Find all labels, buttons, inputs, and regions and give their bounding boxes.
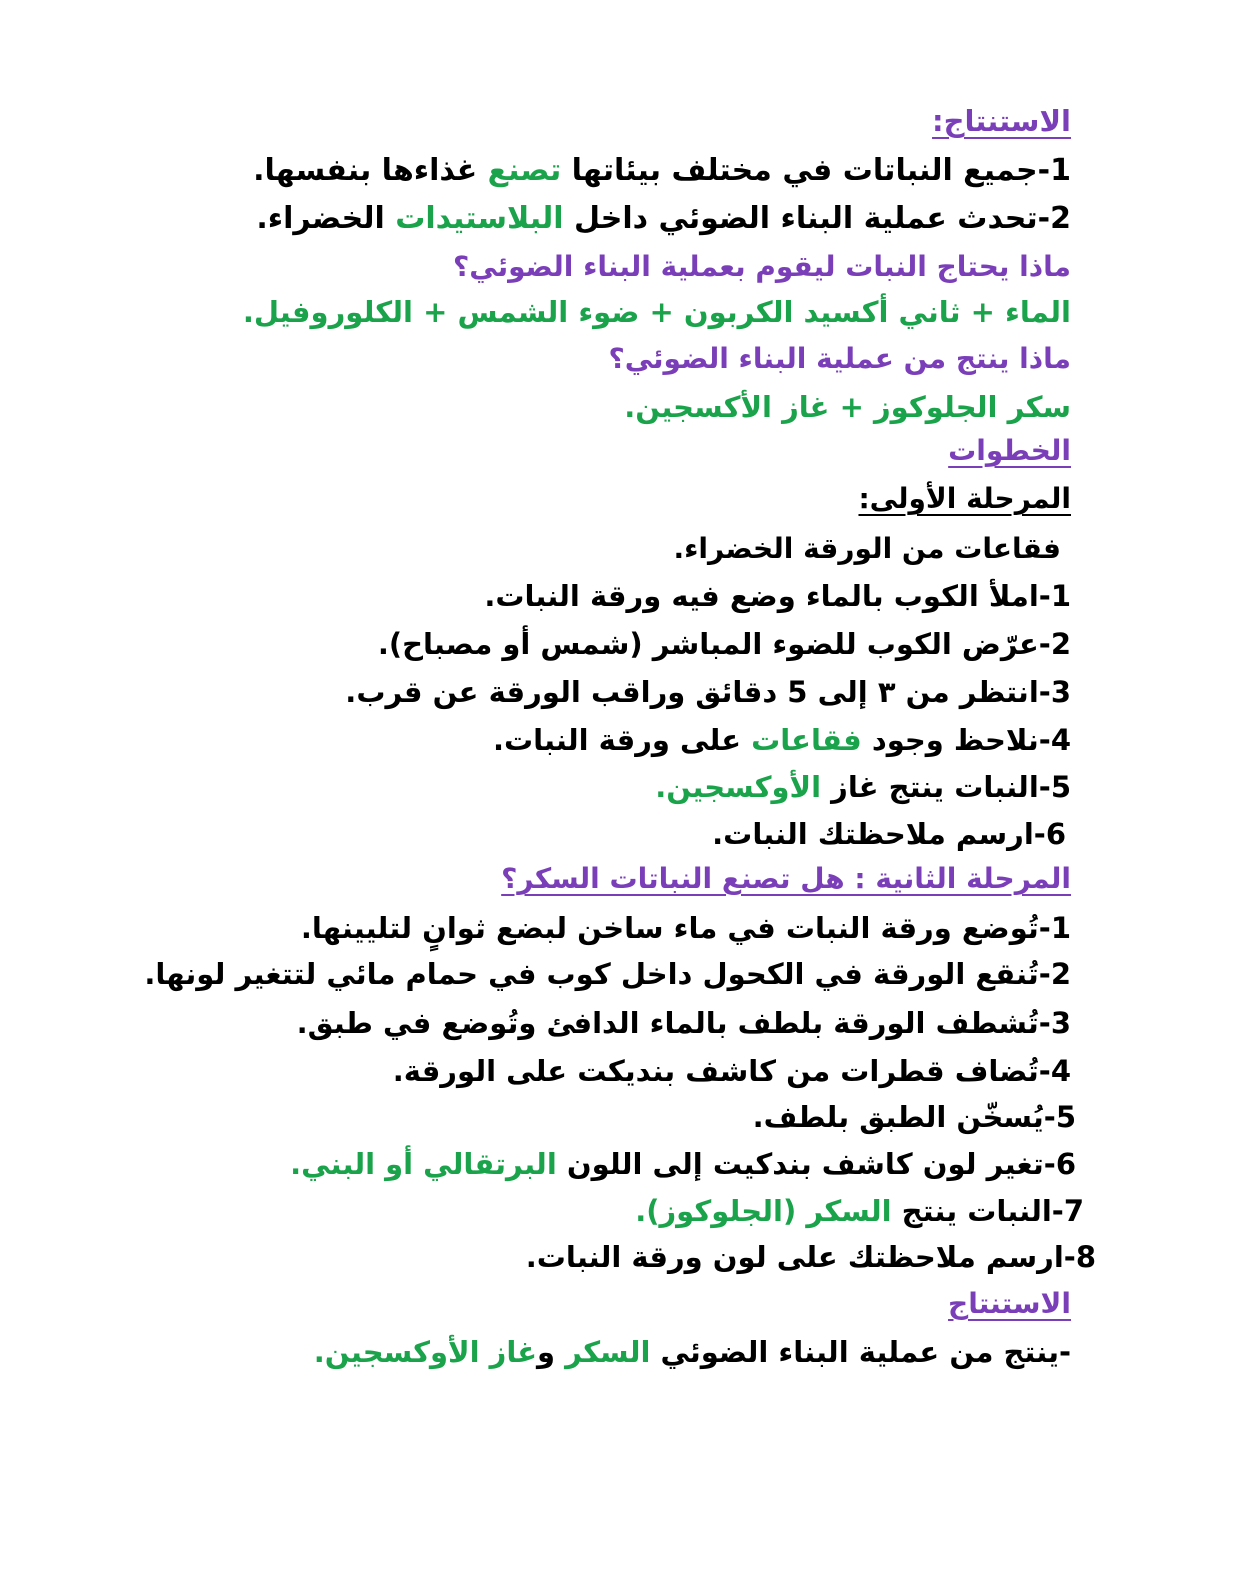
- stage-two-step-6: [290, 1145, 1076, 1183]
- body-text: -ينتج من عملية البناء الضوئي: [650, 1335, 1071, 1369]
- highlight-green-text: الأوكسجين.: [655, 770, 822, 804]
- stage-two-step-8: [526, 1238, 1096, 1276]
- body-text: 8-ارسم ملاحظتك على لون ورقة النبات.: [525, 1240, 1096, 1274]
- body-text: على ورقة النبات.: [492, 723, 752, 757]
- highlight-green-text: تصنع: [487, 153, 562, 188]
- body-text: 2-تحدث عملية البناء الضوئي داخل: [563, 201, 1071, 236]
- final-conclusion: [314, 1333, 1071, 1371]
- question-products: [608, 340, 1071, 378]
- highlight-green-text: الماء + ثاني أكسيد الكربون + ضوء الشمس + الكلوروفيل.: [242, 295, 1071, 329]
- stage-two-step-2: [144, 955, 1071, 993]
- stage-one-heading: [858, 480, 1071, 518]
- highlight-green-text: السكر: [565, 1335, 651, 1369]
- body-text: 5-النبات ينتج غاز: [821, 770, 1071, 804]
- conclusion-heading-2: [948, 1285, 1071, 1323]
- highlight-green-text: فقاعات: [751, 723, 862, 757]
- answer-needs: [243, 293, 1071, 331]
- stage-two-step-1: [301, 909, 1071, 947]
- conclusion-line-2: [256, 200, 1071, 238]
- stage-two-step-7: [635, 1192, 1084, 1230]
- body-text: و: [537, 1335, 566, 1369]
- conclusion-line-1: [253, 152, 1071, 190]
- stage-two-step-5: [753, 1098, 1076, 1136]
- body-text: 7-النبات ينتج: [891, 1194, 1084, 1228]
- stage-one-step-4: [493, 721, 1071, 759]
- highlight-purple-text: الاستنتاج:: [932, 104, 1071, 138]
- body-text: 1-املأ الكوب بالماء وضع فيه ورقة النبات.: [484, 579, 1071, 613]
- body-text: 2-تُنقع الورقة في الكحول داخل كوب في حمام مائي لتتغير لونها.: [144, 957, 1071, 991]
- stage-one-subtitle: [673, 530, 1061, 568]
- answer-products: [624, 388, 1071, 426]
- highlight-green-text: البلاستيدات: [395, 201, 564, 236]
- body-text: 3-تُشطف الورقة بلطف بالماء الدافئ وتُوضع في طبق.: [296, 1006, 1071, 1040]
- body-text: 2-عرّض الكوب للضوء المباشر (شمس أو مصباح).: [377, 627, 1071, 661]
- stage-one-step-5: [655, 768, 1071, 806]
- stage-two-step-4: [393, 1052, 1071, 1090]
- body-text: المرحلة الأولى:: [858, 482, 1071, 515]
- body-text: فقاعات من الورقة الخضراء.: [673, 532, 1061, 565]
- body-text: 4-تُضاف قطرات من كاشف بنديكت على الورقة.: [392, 1054, 1071, 1088]
- highlight-purple-text: المرحلة الثانية : هل تصنع النباتات السكر؟: [501, 862, 1071, 895]
- body-text: 5-يُسخّن الطبق بلطف.: [752, 1100, 1076, 1134]
- highlight-purple-text: الخطوات: [948, 434, 1071, 467]
- stage-two-heading: [501, 860, 1071, 898]
- body-text: الخضراء.: [256, 201, 396, 236]
- highlight-green-text: غاز الأوكسجين.: [313, 1335, 538, 1369]
- stage-one-step-2: [378, 625, 1071, 663]
- stage-one-step-6: [712, 815, 1066, 853]
- steps-heading: [948, 432, 1071, 470]
- question-needs: [453, 248, 1071, 286]
- highlight-purple-text: الاستنتاج: [948, 1287, 1071, 1320]
- conclusion-heading-1: [932, 102, 1071, 140]
- highlight-green-text: السكر (الجلوكوز).: [635, 1194, 892, 1228]
- body-text: 6-تغير لون كاشف بندكيت إلى اللون: [556, 1147, 1076, 1181]
- body-text: 1-جميع النباتات في مختلف بيئاتها: [561, 153, 1071, 188]
- highlight-purple-text: ماذا ينتج من عملية البناء الضوئي؟: [608, 342, 1071, 375]
- highlight-green-text: سكر الجلوكوز + غاز الأكسجين.: [624, 390, 1071, 424]
- stage-two-step-3: [297, 1004, 1071, 1042]
- body-text: 4-نلاحظ وجود: [861, 723, 1071, 757]
- body-text: غذاءها بنفسها.: [253, 153, 488, 188]
- body-text: 3-انتظر من ٣ إلى 5 دقائق وراقب الورقة عن قرب.: [345, 675, 1071, 709]
- body-text: 1-تُوضع ورقة النبات في ماء ساخن لبضع ثوانٍ لتليينها.: [300, 911, 1071, 945]
- highlight-green-text: البرتقالي أو البني.: [290, 1147, 557, 1181]
- stage-one-step-3: [345, 673, 1071, 711]
- highlight-purple-text: ماذا يحتاج النبات ليقوم بعملية البناء الضوئي؟: [453, 250, 1071, 283]
- stage-one-step-1: [484, 577, 1071, 615]
- body-text: 6-ارسم ملاحظتك النبات.: [712, 817, 1066, 851]
